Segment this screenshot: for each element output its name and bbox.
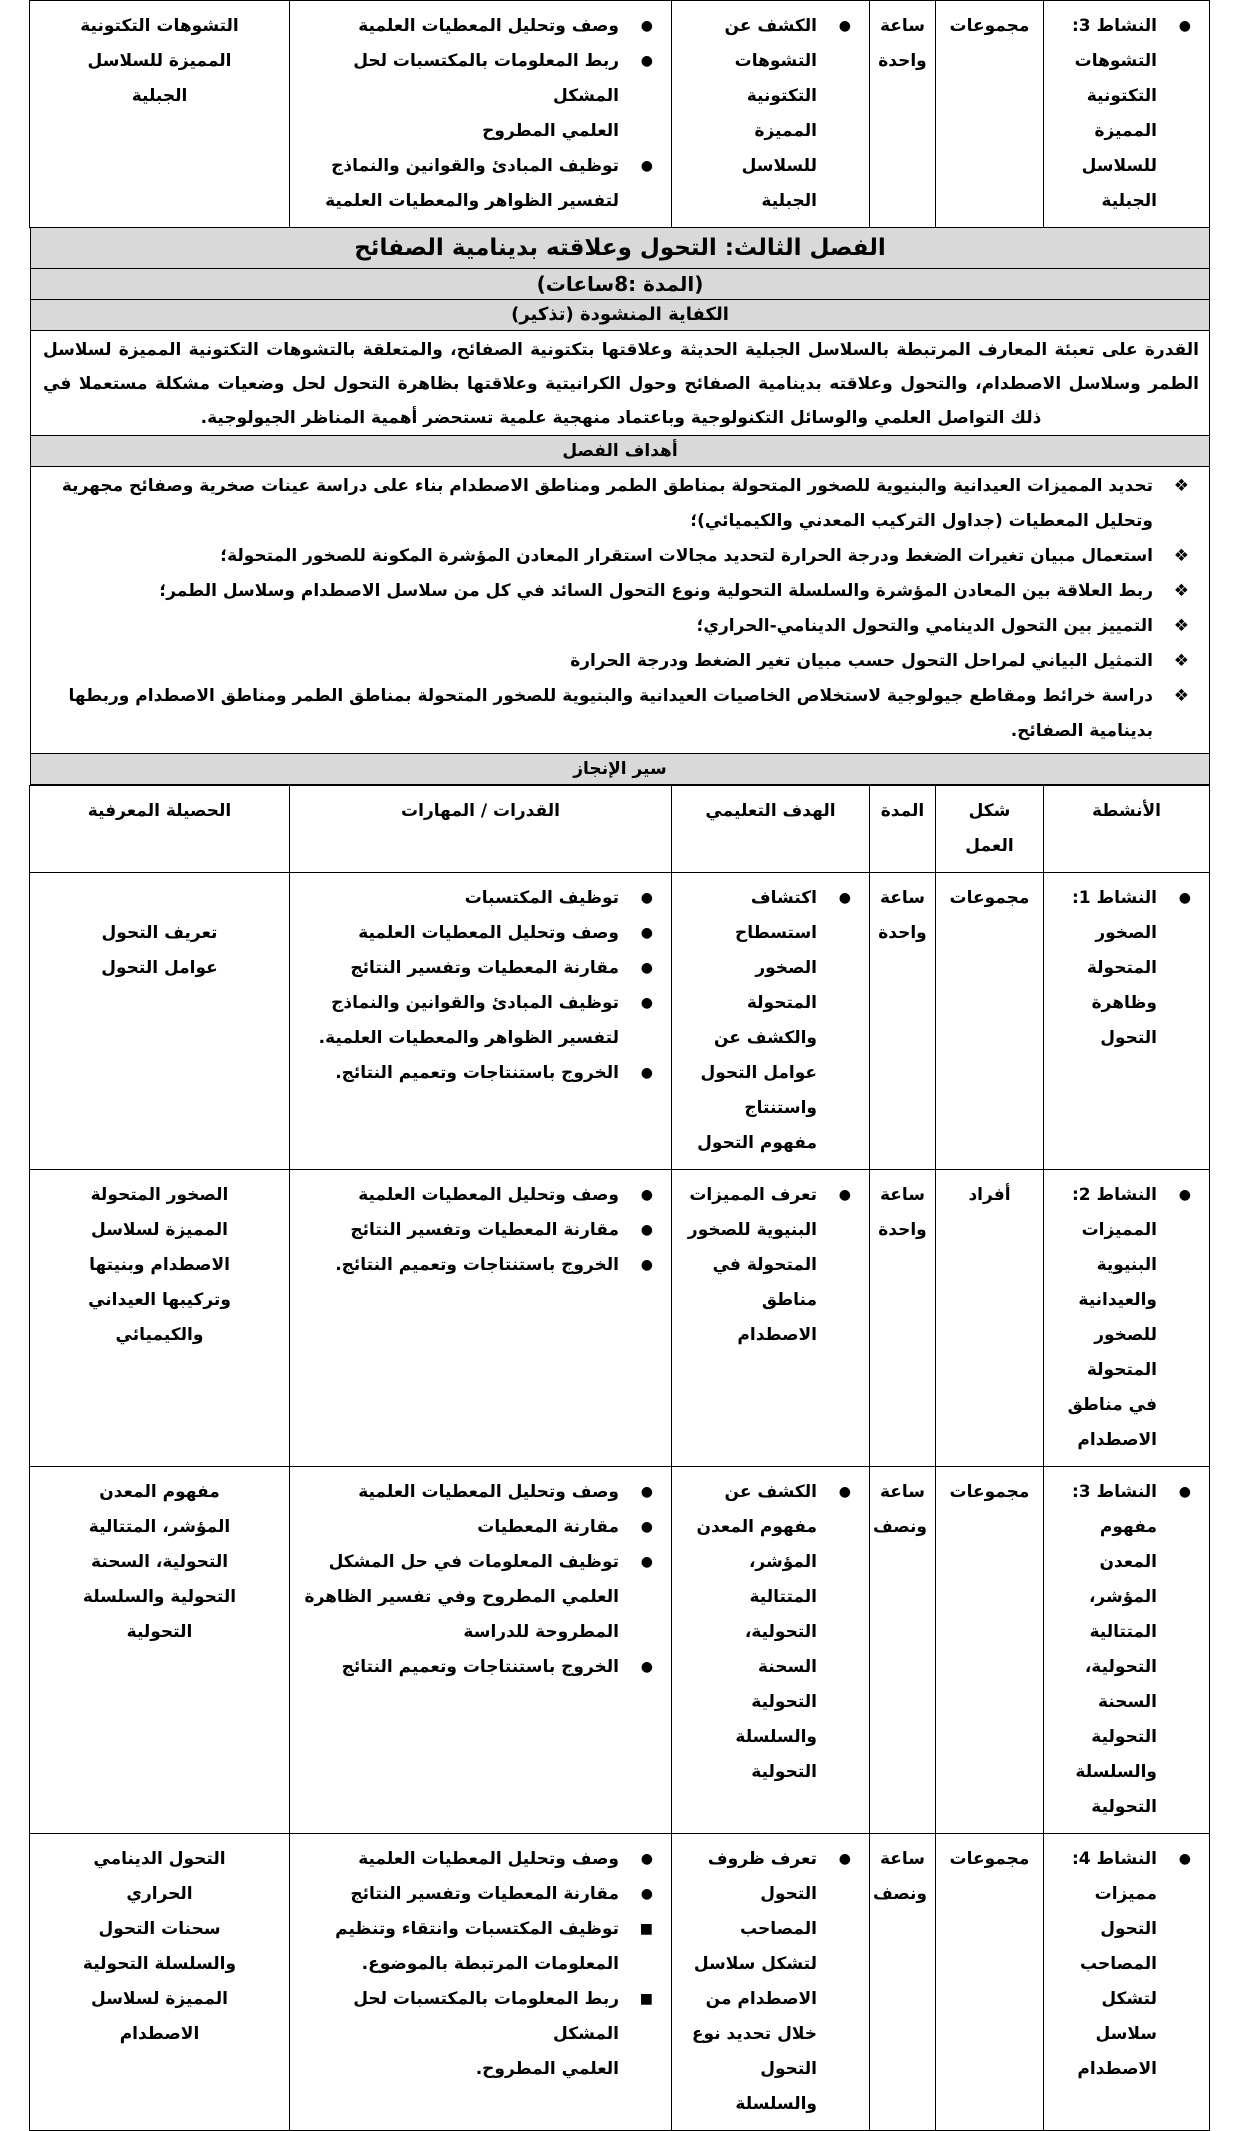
objective-text: والكشف عن <box>713 1028 817 1048</box>
bullet-icon: ● <box>838 890 851 906</box>
knowledge-cell <box>30 1170 290 1467</box>
goal-item <box>43 644 1197 679</box>
goal-item <box>43 679 1197 749</box>
table-header-row <box>30 786 1210 873</box>
skills-cell <box>290 873 672 1170</box>
knowledge-text: المميزة للسلاسل <box>87 51 232 71</box>
activity-text: والسلسلة التحولية <box>1075 1762 1157 1817</box>
activity-text: النشاط 1: الصخور <box>1071 888 1157 943</box>
knowledge-text: الاصطدام وبنيتها <box>89 1255 230 1275</box>
work-form-cell: أفراد <box>936 1170 1044 1467</box>
skill-text: وصف وتحليل المعطيات العلمية <box>358 1849 619 1869</box>
bullet-icon: ● <box>640 53 653 69</box>
activity-text: التكتونية المميزة <box>1086 86 1157 141</box>
goal-item <box>43 539 1197 574</box>
activity-text: السحنة التحولية <box>1091 1692 1157 1747</box>
objective-item <box>680 881 861 1161</box>
chapter-duration: (المدة :8ساعات) <box>30 269 1210 300</box>
objective-text: لتشكل سلاسل <box>693 1954 817 1974</box>
bullet-icon: ● <box>640 1065 653 1081</box>
activity-text: في مناطق <box>1067 1395 1157 1415</box>
skill-text: توظيف المبادئ والقوانين والنماذج <box>331 156 619 176</box>
skill-item <box>298 1178 663 1213</box>
bullet-icon: ● <box>640 1886 653 1902</box>
work-form-cell: مجموعات <box>936 1834 1044 2131</box>
knowledge-text: التحولية والسلسلة <box>82 1587 237 1607</box>
skill-text: توظيف المكتسبات وانتقاء وتنظيم <box>335 1919 619 1939</box>
diamond-bullet-icon: ❖ <box>1173 581 1189 601</box>
skill-text: ربط المعلومات بالمكتسبات لحل المشكل <box>353 51 619 106</box>
objective-text: التحولية <box>751 1762 817 1782</box>
bullet-icon: ● <box>640 1187 653 1203</box>
skill-item <box>298 149 663 219</box>
table-row <box>30 1 1210 228</box>
knowledge-text: المؤشر، المتتالية <box>88 1517 231 1537</box>
objective-text: الصخور المتحولة <box>746 958 817 1013</box>
objective-text: مفهوم التحول <box>697 1133 817 1153</box>
skill-text: الخروج باستنتاجات وتعميم النتائج. <box>335 1255 619 1275</box>
objective-cell <box>672 1467 870 1834</box>
goal-text: التمييز بين التحول الدينامي والتحول الدينامي-الحراري؛ <box>696 616 1153 636</box>
knowledge-text: التشوهات التكتونية <box>80 16 239 36</box>
bullet-icon: ● <box>640 1519 653 1535</box>
skill-text: مقارنة المعطيات وتفسير النتائج <box>350 958 619 978</box>
activity-cell <box>1044 1834 1210 2131</box>
column-header-skills: القدرات / المهارات <box>290 786 672 873</box>
bullet-icon: ● <box>640 890 653 906</box>
activity-text: المعدن المؤشر، <box>1088 1552 1157 1607</box>
work-form-cell: مجموعات <box>936 1 1044 228</box>
objective-cell <box>672 1170 870 1467</box>
activity-text: الاصطدام <box>1077 2059 1157 2079</box>
bullet-icon: ● <box>1178 1851 1191 1867</box>
bullet-icon: ● <box>640 995 653 1011</box>
bullet-icon: ● <box>640 18 653 34</box>
skill-text: توظيف المكتسبات <box>464 888 619 908</box>
knowledge-text: تعريف التحول <box>101 923 218 943</box>
knowledge-text: التحولية <box>126 1622 193 1642</box>
knowledge-cell <box>30 1834 290 2131</box>
duration-text: ونصف <box>873 1517 927 1537</box>
competency-heading: الكفاية المنشودة (تذكير) <box>30 300 1210 331</box>
activity-text: الاصطدام <box>1077 1430 1157 1450</box>
knowledge-text: المميزة لسلاسل <box>91 1220 228 1240</box>
duration-cell <box>870 1467 936 1834</box>
goal-text: التمثيل البياني لمراحل التحول حسب مبيان تغير الضغط ودرجة الحرارة <box>570 651 1153 671</box>
objective-text: التشوهات <box>734 51 817 71</box>
diamond-bullet-icon: ❖ <box>1173 686 1189 706</box>
activity-text: المتتالية التحولية، <box>1084 1622 1157 1677</box>
objective-text: المميزة للسلاسل <box>741 121 817 176</box>
skill-item <box>298 44 663 149</box>
skill-text: وصف وتحليل المعطيات العلمية <box>358 16 619 36</box>
column-header-work-form: شكل العمل <box>936 786 1044 873</box>
objective-text: الكشف عن <box>724 16 817 36</box>
skill-text: الخروج باستنتاجات وتعميم النتائج. <box>335 1063 619 1083</box>
knowledge-text: سحنات التحول <box>98 1919 221 1939</box>
objective-list <box>680 1842 861 2122</box>
knowledge-text: مفهوم المعدن <box>99 1482 220 1502</box>
work-form-cell: مجموعات <box>936 873 1044 1170</box>
bullet-icon: ● <box>1178 890 1191 906</box>
activity-list <box>1052 881 1201 1056</box>
objective-text: مناطق الاصطدام <box>737 1290 817 1345</box>
goal-text: دراسة خرائط ومقاطع جيولوجية لاستخلاص الخاصيات العيدانية والبنيوية للصخور المتحولة بمناطق الطمر ومناطق الاصطدام وربطها بدينامية الصفائح. <box>68 686 1153 741</box>
objective-cell: ● الكشف عن التشوهات التكتونية المميزة للسلاسل الجبلية <box>672 1 870 228</box>
bullet-icon: ● <box>838 1484 851 1500</box>
knowledge-text: وتركيبها العيداني <box>88 1290 231 1310</box>
knowledge-text: الجبلية <box>131 86 188 106</box>
objective-text: عوامل التحول <box>700 1063 817 1083</box>
knowledge-text: الصخور المتحولة <box>90 1185 229 1205</box>
bullet-icon: ■ <box>639 1991 653 2007</box>
diamond-bullet-icon: ❖ <box>1173 476 1189 496</box>
chapter-title: الفصل الثالث: التحول وعلاقته بدينامية الصفائح <box>30 228 1210 269</box>
skill-text: المعلومات المرتبطة بالموضوع. <box>361 1954 619 1974</box>
duration-text: ساعة <box>879 888 926 908</box>
duration-text: واحدة <box>878 51 927 71</box>
knowledge-cell <box>30 1467 290 1834</box>
objective-text: البنيوية للصخور <box>687 1220 817 1240</box>
top-activity-table <box>29 0 1210 228</box>
objective-text: تعرف المميزات <box>689 1185 817 1205</box>
diamond-bullet-icon: ❖ <box>1173 616 1189 636</box>
bullet-icon: ● <box>640 1484 653 1500</box>
competency-text: القدرة على تعبئة المعارف المرتبطة بالسلاسل الجبلية الحديثة وعلاقتها بتكتونية الصفائح، والمتعلقة بالتشوهات التكتونية المميزة لسلاسل الطمر وسلاسل الاصطدام، والتحول وعلاقته بدينامية الصفائح وحول الكرانيتية وعلاقتها بظاهرة التحول لحل وضعيات مشكلة مستعملا في ذلك التواصل العلمي والوسائل التكنولوجية وباعتماد منهجية علمية تستحضر أهمية المناظر الجيولوجية. <box>30 331 1210 436</box>
bullet-icon: ● <box>640 925 653 941</box>
skill-text: العلمي المطروح وفي تفسير الظاهرة <box>304 1587 619 1607</box>
activity-text: للسلاسل الجبلية <box>1081 156 1157 211</box>
objective-text: التكتونية <box>746 86 817 106</box>
goal-item <box>43 574 1197 609</box>
objective-text: خلال تحديد نوع <box>691 2024 817 2044</box>
duration-cell <box>870 1 936 228</box>
bullet-icon: ● <box>640 1554 653 1570</box>
skills-list <box>298 1475 663 1685</box>
skills-cell <box>290 1467 672 1834</box>
skill-text: وصف وتحليل المعطيات العلمية <box>358 923 619 943</box>
knowledge-text: الحراري <box>126 1884 193 1904</box>
duration-text: ونصف <box>873 1884 927 1904</box>
activity-item <box>1052 881 1201 1056</box>
activity-text: للصخور المتحولة <box>1086 1325 1157 1380</box>
skill-item <box>298 1912 663 1982</box>
column-header-activities: الأنشطة <box>1044 786 1210 873</box>
skills-cell <box>290 1170 672 1467</box>
skill-item <box>298 881 663 916</box>
skill-item <box>298 1842 663 1877</box>
activity-cell <box>1044 873 1210 1170</box>
duration-cell <box>870 873 936 1170</box>
skill-text: توظيف المعلومات في حل المشكل <box>328 1552 619 1572</box>
activity-text: التحول <box>1100 1028 1157 1048</box>
objective-item <box>680 1178 861 1353</box>
skills-list <box>298 881 663 1091</box>
goal-item <box>43 609 1197 644</box>
knowledge-text: التحول الدينامي <box>93 1849 226 1869</box>
activity-text: التحول المصاحب <box>1080 1919 1157 1974</box>
activity-cell <box>1044 1467 1210 1834</box>
objective-text: الكشف عن <box>724 1482 817 1502</box>
skills-cell <box>290 1 672 228</box>
skill-item <box>298 1248 663 1283</box>
bullet-icon: ● <box>640 1659 653 1675</box>
knowledge-cell <box>30 873 290 1170</box>
duration-text: ساعة <box>879 1482 926 1502</box>
knowledge-text <box>38 881 281 916</box>
skill-item <box>298 1475 663 1510</box>
bullet-icon: ● <box>640 158 653 174</box>
activity-list <box>1052 1475 1201 1825</box>
knowledge-text: والكيميائي <box>115 1325 204 1345</box>
table-row <box>30 1834 1210 2131</box>
bullet-icon: ● <box>838 1851 851 1867</box>
activity-text: النشاط 4: مميزات <box>1071 1849 1157 1904</box>
skill-text: ربط المعلومات بالمكتسبات لحل المشكل <box>353 1989 619 2044</box>
table-row <box>30 1467 1210 1834</box>
skill-text: لتفسير الظواهر والمعطيات العلمية <box>325 191 619 211</box>
objective-text: والسلسلة <box>735 1727 817 1747</box>
skills-list <box>298 1178 663 1283</box>
bullet-icon: ● <box>1178 1484 1191 1500</box>
skill-text: وصف وتحليل المعطيات العلمية <box>358 1482 619 1502</box>
skill-text: لتفسير الظواهر والمعطيات العلمية. <box>318 1028 619 1048</box>
objective-text: واستنتاج <box>744 1098 817 1118</box>
activity-text: النشاط 2: المميزات <box>1071 1185 1157 1240</box>
skills-cell <box>290 1834 672 2131</box>
activity-text: لتشكل سلاسل <box>1095 1989 1157 2044</box>
objective-item <box>680 1475 861 1790</box>
duration-text: ساعة <box>879 1185 926 1205</box>
goal-text: ربط العلاقة بين المعادن المؤشرة والسلسلة التحولية ونوع التحول السائد في كل من سلاسل الاصطدام وسلاسل الطمر؛ <box>159 581 1153 601</box>
activity-text: المتحولة وظاهرة <box>1086 958 1157 1013</box>
objective-text: مفهوم المعدن <box>696 1517 817 1537</box>
work-form-cell: مجموعات <box>936 1467 1044 1834</box>
skill-item <box>298 1545 663 1650</box>
bullet-icon: ● <box>640 960 653 976</box>
skill-item <box>298 1650 663 1685</box>
goals-list <box>30 467 1210 754</box>
activity-text: النشاط 3: مفهوم <box>1071 1482 1157 1537</box>
skill-text: المطروحة للدراسة <box>463 1622 619 1642</box>
duration-cell <box>870 1170 936 1467</box>
bullet-icon: ● <box>1178 1187 1191 1203</box>
duration-text: واحدة <box>878 1220 927 1240</box>
activity-item <box>1052 1178 1201 1458</box>
skill-text: مقارنة المعطيات <box>477 1517 619 1537</box>
objective-text: تعرف ظروف <box>707 1849 817 1869</box>
objective-text: المؤشر، المتتالية <box>748 1552 817 1607</box>
objective-text: التحولية <box>751 1692 817 1712</box>
skill-item <box>298 1510 663 1545</box>
knowledge-text: التحولية، السحنة <box>90 1552 229 1572</box>
duration-text: ساعة <box>879 16 926 36</box>
diamond-bullet-icon: ❖ <box>1173 546 1189 566</box>
objective-text: الجبلية <box>761 191 817 211</box>
objective-list <box>680 1475 861 1790</box>
objective-text: المتحولة في <box>712 1255 817 1275</box>
objective-list <box>680 1178 861 1353</box>
knowledge-text: الاصطدام <box>119 2024 200 2044</box>
goals-heading: أهداف الفصل <box>30 436 1210 467</box>
skill-text: الخروج باستنتاجات وتعميم النتائج <box>341 1657 619 1677</box>
objective-item <box>680 1842 861 2122</box>
table-row <box>30 873 1210 1170</box>
skill-text: مقارنة المعطيات وتفسير النتائج <box>350 1220 619 1240</box>
objective-text: التحولية، السحنة <box>744 1622 817 1677</box>
activity-text: البنيوية والعيدانية <box>1078 1255 1157 1310</box>
progress-table <box>29 785 1210 2131</box>
column-header-duration: المدة <box>870 786 936 873</box>
activity-text: النشاط 3: التشوهات <box>1071 16 1157 71</box>
skill-text: العلمي المطروح <box>482 121 619 141</box>
skills-list <box>298 1842 663 2087</box>
objective-text: التحول المصاحب <box>740 1884 817 1939</box>
skill-item <box>298 9 663 44</box>
objective-text: اكتشاف <box>750 888 817 908</box>
skill-item <box>298 1877 663 1912</box>
duration-text: ساعة <box>879 1849 926 1869</box>
skill-text: مقارنة المعطيات وتفسير النتائج <box>350 1884 619 1904</box>
table-row <box>30 1170 1210 1467</box>
goal-text: تحديد المميزات العيدانية والبنيوية للصخور المتحولة بمناطق الطمر ومناطق الاصطدام بناء على دراسة عينات صخرية وصفائح مجهرية وتحليل المعطيات (جداول التركيب المعدني والكيميائي)؛ <box>61 476 1153 531</box>
activity-list <box>1052 1178 1201 1458</box>
bullet-icon: ● <box>640 1257 653 1273</box>
objective-cell <box>672 1834 870 2131</box>
activity-cell <box>1044 1170 1210 1467</box>
skill-text: العلمي المطروح. <box>475 2059 619 2079</box>
knowledge-cell <box>30 1 290 228</box>
objective-text: استسطاح <box>735 923 817 943</box>
goal-text: استعمال مبيان تغيرات الضغط ودرجة الحرارة لتحديد مجالات استقرار المعادن المؤشرة المكونة للصخور المتحولة؛ <box>220 546 1153 566</box>
skill-item <box>298 986 663 1056</box>
duration-text: واحدة <box>878 923 927 943</box>
column-header-objective: الهدف التعليمي <box>672 786 870 873</box>
objective-text: التحول والسلسلة <box>735 2059 817 2114</box>
skill-item <box>298 916 663 951</box>
activity-list <box>1052 1842 1201 2087</box>
skill-text: وصف وتحليل المعطيات العلمية <box>358 1185 619 1205</box>
activity-item <box>1052 1842 1201 2087</box>
objective-cell <box>672 873 870 1170</box>
activity-item <box>1052 1475 1201 1825</box>
diamond-bullet-icon: ❖ <box>1173 651 1189 671</box>
knowledge-text: والسلسلة التحولية <box>82 1954 237 1974</box>
bullet-icon: ■ <box>639 1921 653 1937</box>
bullet-icon: ● <box>640 1222 653 1238</box>
lesson-plan-page <box>30 0 1210 2131</box>
progress-heading: سير الإنجاز <box>30 754 1210 785</box>
bullet-icon: ● <box>640 1851 653 1867</box>
skill-text: توظيف المبادئ والقوانين والنماذج <box>331 993 619 1013</box>
skill-item <box>298 1213 663 1248</box>
knowledge-text: المميزة لسلاسل <box>91 1989 228 2009</box>
skill-item <box>298 1056 663 1091</box>
objective-list <box>680 881 861 1161</box>
knowledge-text: عوامل التحول <box>101 958 218 978</box>
column-header-knowledge: الحصيلة المعرفية <box>30 786 290 873</box>
activity-cell: ● النشاط 3: التشوهات التكتونية المميزة للسلاسل الجبلية <box>1044 1 1210 228</box>
duration-cell <box>870 1834 936 2131</box>
objective-text: الاصطدام من <box>705 1989 817 2009</box>
skill-item <box>298 1982 663 2087</box>
skill-item <box>298 951 663 986</box>
goal-item <box>43 469 1197 539</box>
bullet-icon: ● <box>838 1187 851 1203</box>
